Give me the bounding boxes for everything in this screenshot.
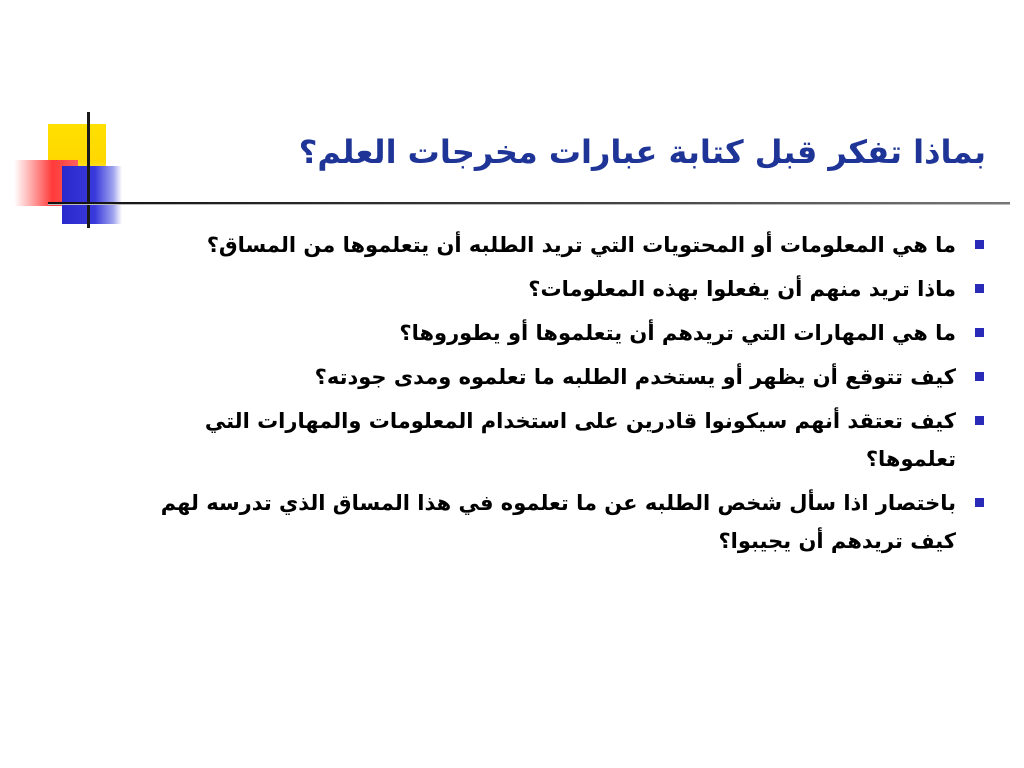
bullet-item [124,226,984,264]
square-bullet-icon [975,284,984,293]
bullet-text: ما هي المعلومات أو المحتويات التي تريد الطلبه أن يتعلموها من المساق؟ [206,233,956,257]
square-bullet-icon [975,240,984,249]
bullet-item [124,484,984,560]
blue-square-decoration [62,166,122,224]
bullet-text: ما هي المهارات التي تريدهم أن يتعلموها أو يطوروها؟ [399,321,956,345]
square-bullet-icon [975,416,984,425]
bullet-list [124,226,984,566]
bullet-text: باختصار اذا سأل شخص الطلبه عن ما تعلموه في هذا المساق الذي تدرسه لهم كيف تريدهم أن يجيبوا؟ [160,491,956,553]
square-bullet-icon [975,498,984,507]
slide-title: بماذا تفكر قبل كتابة عبارات مخرجات العلم؟ [298,133,986,171]
bullet-text: ماذا تريد منهم أن يفعلوا بهذه المعلومات؟ [528,277,956,301]
vertical-rule [87,112,90,228]
square-bullet-icon [975,372,984,381]
title-underline-shadow [48,204,1010,205]
bullet-item [124,358,984,396]
bullet-item [124,402,984,478]
bullet-item [124,270,984,308]
bullet-text: كيف تعتقد أنهم سيكونوا قادرين على استخدام المعلومات والمهارات التي تعلموها؟ [204,409,956,471]
bullet-item [124,314,984,352]
square-bullet-icon [975,328,984,337]
bullet-text: كيف تتوقع أن يظهر أو يستخدم الطلبه ما تعلموه ومدى جودته؟ [314,365,956,389]
